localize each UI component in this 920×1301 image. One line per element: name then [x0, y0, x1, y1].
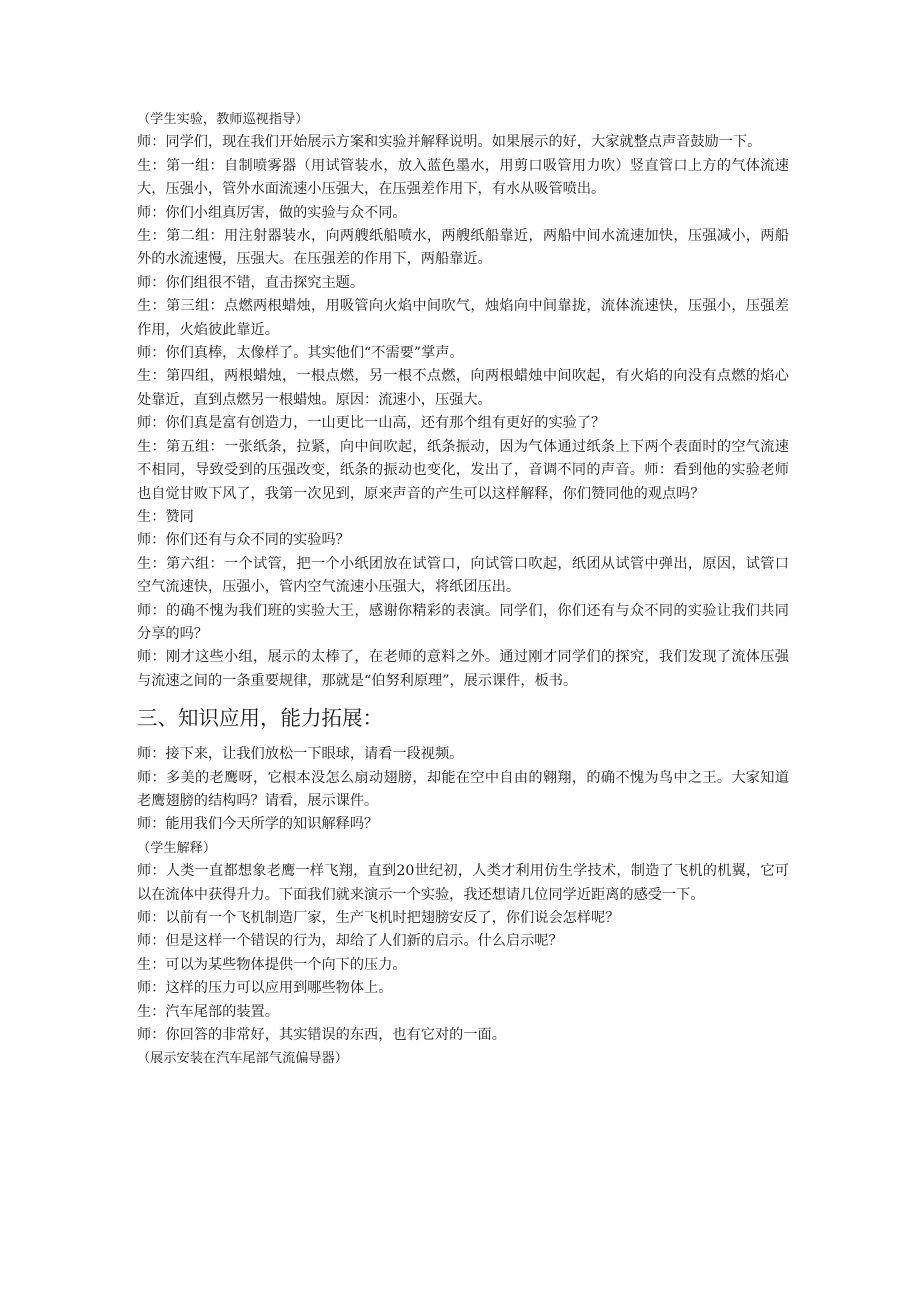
dialogue-line: 生：第六组：一个试管，把一个小纸团放在试管口，向试管口吹起，纸团从试管中弹出，原因，试管口空气流速快，压强小，管内空气流速小压强大，将纸团压出。	[137, 555, 789, 596]
dialogue-line: 师：你们组很不错，直击探究主题。	[137, 274, 365, 291]
dialogue-line: 生：第三组：点燃两根蜡烛，用吸管向火焰中间吹气，烛焰向中间靠拢，流体流速快，压强小，压强差作用，火焰彼此靠近。	[137, 298, 789, 338]
dialogue-line: 师：你们小组真厉害，做的实验与众不同。	[137, 204, 407, 221]
dialogue-line: 师：同学们，现在我们开始展示方案和实验并解释说明。如果展示的好，大家就整点声音鼓励一下。	[137, 134, 762, 151]
dialogue-line: 师：以前有一个飞机制造厂家，生产飞机时把翅膀安反了，你们说会怎样呢？	[137, 910, 620, 926]
dialogue-line: 生：第五组：一张纸条，拉紧，向中间吹起，纸条振动，因为气体通过纸条上下两个表面时的空气流速不相同，导致受到的压强改变，纸条的振动也变化，发出了，音调不同的声音。师：看到他的实验老师也自觉甘败下风了，我第一次见到，原来声音的产生可以这样解释，你们赞同他的观点吗？	[137, 438, 789, 502]
dialogue-line: 生：赞同	[137, 508, 194, 525]
dialogue-line: 师：的确不愧为我们班的实验大王，感谢你精彩的表演。同学们，你们还有与众不同的实验让我们共同分享的吗？	[137, 602, 789, 642]
dialogue-line: 生：第二组：用注射器装水，向两艘纸船喷水，两艘纸船靠近，两船中间水流速加快，压强减小，两船外的水流速慢，压强大。在压强差的作用下，两船靠近。	[137, 228, 789, 268]
dialogue-line: 生：可以为某些物体提供一个向下的压力。	[137, 956, 407, 973]
dialogue-line: 师：人类一直都想象老鹰一样飞翔，直到20世纪初，人类才利用仿生学技术，制造了飞机的机翼，它可以在流体中获得升力。下面我们就来演示一个实验，我还想请几位同学近距离的感受一下。	[137, 863, 789, 903]
stage-note: （学生实验，教师巡视指导）	[137, 112, 309, 127]
dialogue-line: 生：汽车尾部的装置。	[137, 1003, 279, 1020]
dialogue-line: 师：但是这样一个错误的行为，却给了人们新的启示。什么启示呢？	[137, 933, 563, 950]
dialogue-line: 师：你们还有与众不同的实验吗？	[137, 532, 350, 549]
dialogue-line: 生：第一组：自制喷雾器（用试管装水，放入蓝色墨水，用剪口吸管用力吹）竖直管口上方的气体流速大，压强小，管外水面流速小压强大，在压强差作用下，有水从吸管喷出。	[137, 157, 789, 198]
section-heading: 三、知识应用，能力拓展：	[137, 706, 383, 731]
stage-note: （展示安装在汽车尾部气流偏导器）	[137, 1051, 348, 1067]
dialogue-line: 生：第四组，两根蜡烛，一根点燃，另一根不点燃，向两根蜡烛中间吹起，有火焰的向没有点燃的焰心处靠近，直到点燃另一根蜡烛。原因：流速小，压强大。	[137, 368, 789, 408]
stage-note: （学生解释）	[137, 840, 217, 856]
dialogue-line: 师：刚才这些小组，展示的太棒了，在老师的意料之外。通过刚才同学们的探究，我们发现了流体压强与流速之间的一条重要规律，那就是“伯努利原理”，展示课件，板书。	[137, 649, 789, 689]
dialogue-line: 师：你们真棒，太像样了。其实他们“不需要”掌声。	[137, 345, 464, 362]
dialogue-line: 师：能用我们今天所学的知识解释吗？	[137, 816, 379, 833]
dialogue-line: 师：接下来，让我们放松一下眼球，请看一段视频。	[137, 746, 464, 763]
dialogue-line: 师：你们真是富有创造力，一山更比一山高，还有那个组有更好的实验了？	[137, 415, 606, 432]
dialogue-line: 师：这样的压力可以应用到哪些物体上。	[137, 980, 393, 997]
dialogue-line: 师：多美的老鹰呀，它根本没怎么扇动翅膀，却能在空中自由的翱翔，的确不愧为鸟中之王。大家知道老鹰翅膀的结构吗？请看，展示课件。	[137, 769, 789, 809]
document-page	[137, 108, 789, 1071]
dialogue-line: 师：你回答的非常好，其实错误的东西，也有它对的一面。	[137, 1027, 506, 1044]
